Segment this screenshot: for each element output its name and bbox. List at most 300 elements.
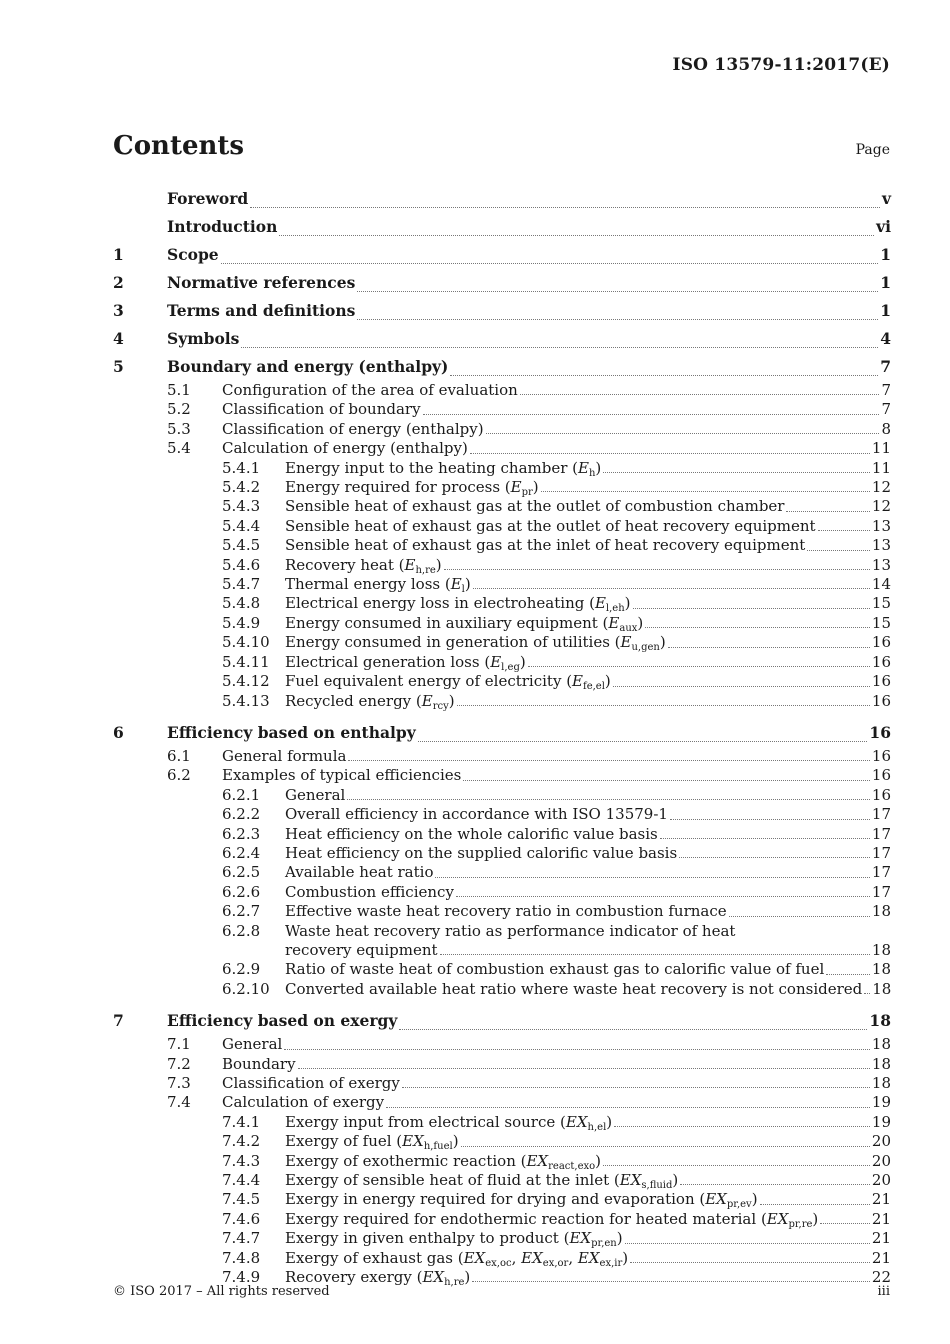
title-tail: ) [519,652,526,671]
toc-entry-page: 16 [871,785,891,804]
symbol: EX [402,1132,424,1151]
toc-entry-number: 6.1 [167,746,191,765]
toc-entry-title-text: Efficiency based on enthalpy [167,722,416,742]
toc-entry-number: 7.4.8 [222,1248,261,1267]
toc-entry[interactable] [113,1132,891,1151]
toc-entry-number: 7.4.3 [222,1151,261,1170]
toc-entry-number: 6.2.2 [222,805,261,824]
toc-entry-page: 12 [871,497,891,516]
dot-leader [679,856,870,858]
toc-entry-page: 18 [871,902,891,921]
symbol: E [510,478,522,497]
toc-entry-title-text: Foreword [167,189,249,208]
toc-entry[interactable] [113,1152,891,1171]
toc-entry[interactable] [113,1249,891,1268]
dot-leader [520,393,880,395]
toc-entry[interactable] [113,439,891,458]
document-id: ISO 13579-11:2017(E) [672,55,890,75]
toc-entry-title-text: Thermal energy loss ( [285,575,451,594]
toc-entry-page: 1 [880,245,891,264]
toc-entry-title[interactable] [285,633,666,652]
toc-entry-number: 5.4.6 [222,555,261,574]
symbol-subscript: l,eh [605,603,625,615]
toc-entry-page: 17 [871,882,891,901]
toc-entry-number: 6.2.6 [222,882,261,901]
toc-entry-number: 7.1 [167,1035,191,1054]
toc-entry-number: 4 [113,329,124,348]
toc-entry-title-text: General [222,1035,283,1054]
toc-entry[interactable] [113,594,891,613]
toc-entry-title[interactable] [285,825,658,844]
toc-entry[interactable] [113,633,891,652]
dot-leader [418,740,868,742]
toc-entry-title-text: Exergy required for endothermic reaction for heated material ( [285,1209,767,1228]
toc-entry-title-text: Terms and definitions [167,301,356,320]
symbol-subscript: u,gen [631,642,660,654]
toc-entry-page: 7 [881,400,891,419]
dot-leader [423,413,880,415]
toc-entry[interactable] [113,497,891,516]
toc-entry-page: 20 [871,1132,891,1151]
symbol: E [608,613,620,632]
title-tail: ) [604,672,611,691]
dot-leader [820,1222,870,1224]
toc-entry[interactable] [113,766,891,785]
dot-leader [440,953,870,955]
dot-leader [528,665,870,667]
symbol-subscript: h [588,467,596,479]
symbol: E [421,691,433,710]
symbol-subscript: s,fluid [641,1180,673,1192]
toc-entry-page: 19 [871,1093,891,1112]
toc-entry[interactable] [113,672,891,691]
toc-entry-number: 6 [113,722,124,742]
toc-entry-page: v [881,189,891,208]
toc-entry-number: 5.1 [167,381,191,399]
toc-entry-title-text: Calculation of energy (enthalpy) [222,439,468,458]
dot-leader [284,1048,870,1050]
toc-entry-title[interactable] [285,459,601,478]
toc-entry-title[interactable] [285,594,631,613]
toc-entry[interactable] [113,1074,891,1093]
toc-entry[interactable] [113,1093,891,1112]
toc-entry-title[interactable] [285,1190,758,1209]
toc-entry[interactable] [113,805,891,824]
toc-entry-title-text: Combustion efficiency [285,882,454,901]
toc-entry-number: 5.4.4 [222,516,261,535]
toc-entry-title[interactable] [285,863,433,882]
toc-entry-title[interactable] [222,439,468,458]
toc-entry[interactable] [113,719,891,747]
toc-entry-number: 7.4.4 [222,1171,261,1190]
symbol-subscript: l,eg [501,661,520,673]
toc-entry-title-text: Efficiency based on exergy [167,1011,398,1031]
dot-leader [241,346,878,348]
footer-page-number: iii [877,1284,890,1299]
toc-entry-title-text: Fuel equivalent energy of electricity ( [285,672,573,691]
toc-entry-number: 7.3 [167,1074,191,1092]
title-tail: ) [637,613,644,632]
toc-entry-title-text: Sensible heat of exhaust gas at the inlet of heat recovery equipment [285,536,806,555]
toc-entry-number: 5.4.9 [222,613,261,632]
symbol-subscript: aux [619,622,638,634]
toc-entry-title[interactable] [285,960,824,979]
toc-entry-number: 5.4.10 [222,633,270,652]
toc-entry-title[interactable] [285,1171,678,1190]
toc-entry[interactable] [113,825,891,844]
toc-entry-number: 5.4.11 [222,652,270,671]
symbol-subscript: pr,ev [726,1199,752,1211]
toc-entry[interactable] [113,883,891,902]
toc-entry-title-text: Energy input to the heating chamber ( [285,458,579,477]
page-column-label: Page [855,142,890,158]
toc-entry-title[interactable] [222,381,518,400]
toc-entry-title-text: Exergy of fuel ( [285,1132,403,1151]
dot-leader [357,290,878,292]
toc-entry-title[interactable] [285,692,455,711]
toc-entry-title-text: Heat efficiency on the whole calorific value basis [285,824,658,843]
toc-entry-page: 18 [871,1035,891,1054]
toc-entry-title[interactable] [167,269,355,297]
toc-entry[interactable] [113,517,891,536]
toc-entry-page: 16 [869,722,891,742]
dot-leader [450,374,878,376]
toc-entry[interactable] [113,614,891,633]
dot-leader [357,318,878,320]
toc-entry[interactable] [113,960,891,979]
title-tail: ) [464,575,471,594]
toc-entry-title-text: Available heat ratio [285,863,434,882]
toc-entry-number: 7 [113,1011,124,1031]
toc-entry-title-text: Effective waste heat recovery ratio in combustion furnace [285,902,727,921]
toc-entry-title-text: Converted available heat ratio where waste heat recovery is not considered [285,979,863,998]
toc-entry-page: 12 [871,478,891,497]
toc-entry[interactable] [113,980,891,999]
toc-entry-title[interactable] [285,614,643,633]
footer-copyright: © ISO 2017 – All rights reserved [113,1284,330,1299]
toc-entry-title-text: Exergy of exhaust gas ( [285,1248,464,1267]
toc-entry-title[interactable] [222,1093,384,1112]
dot-leader [625,1242,870,1244]
toc-entry-title-text: Examples of typical efficiencies [222,766,462,785]
dot-leader [298,1067,870,1069]
toc-entry-page: 18 [871,960,891,979]
toc-entry-title[interactable] [285,536,805,555]
toc-entry-page: 13 [871,516,891,535]
toc-entry-page: 19 [871,1112,891,1131]
dot-leader [221,262,879,264]
dot-leader [633,607,870,609]
toc-entry-title[interactable] [167,1007,397,1035]
toc-entry-number: 5.4.12 [222,672,270,691]
toc-entry-title-text: Overall efficiency in accordance with ISO 13579-1 [285,805,668,824]
toc-entry-title-text: Ratio of waste heat of combustion exhaust gas to calorific value of fuel [285,960,825,979]
toc-entry-title-text: Sensible heat of exhaust gas at the outlet of heat recovery equipment [285,516,816,535]
toc-entry[interactable] [113,478,891,497]
toc-entry-title[interactable] [285,902,727,921]
toc-entry[interactable] [113,536,891,555]
toc-entry-title[interactable] [285,1249,628,1268]
toc-entry-page: 22 [871,1268,891,1287]
toc-entry-title[interactable] [285,1132,459,1151]
toc-entry-title-text: Recycled energy ( [285,691,422,710]
toc-entry-page: 13 [871,555,891,574]
toc-entry-title[interactable] [222,1055,296,1074]
toc-entry[interactable] [113,922,891,941]
symbol: E [620,633,632,652]
toc-entry-title[interactable] [167,353,448,381]
toc-entry-title-text: Boundary and energy (enthalpy) [167,357,449,376]
symbol-subscript: pr,re [788,1218,813,1230]
toc-entry-title-text: Boundary [222,1054,296,1073]
toc-entry-title[interactable] [222,1074,400,1093]
toc-entry-title-text: Exergy of sensible heat of fluid at the inlet ( [285,1171,620,1190]
dot-leader [473,587,870,589]
dot-leader [630,1261,870,1263]
symbol: E [490,652,502,671]
toc-entry[interactable] [113,241,891,269]
symbol: EX [463,1248,486,1267]
symbol: E [578,458,589,477]
toc-entry-page: 14 [871,575,891,594]
toc-entry[interactable] [113,747,891,766]
toc-entry-page: 20 [871,1151,891,1170]
title-tail: ) [606,1112,613,1131]
toc-entry[interactable] [113,297,891,325]
toc-entry-title-text: Scope [167,245,219,264]
toc-entry-title[interactable] [167,185,248,213]
toc-entry-title[interactable] [285,1210,818,1229]
toc-entry-number: 5.4.3 [222,497,261,516]
symbol: E [450,575,462,594]
toc-entry-title-text: Recovery heat ( [285,555,405,574]
toc-entry-title-text: Energy required for process ( [285,478,511,497]
toc-entry[interactable] [113,1055,891,1074]
toc-entry[interactable] [113,325,891,353]
toc-entry-number: 7.4.7 [222,1229,261,1248]
toc-entry-title-text: Recovery exergy ( [285,1268,423,1287]
title-tail: , [511,1248,522,1267]
toc-entry-title[interactable] [285,672,611,691]
dot-leader [826,973,870,975]
title-tail: ) [812,1209,819,1228]
toc-entry-page: 4 [880,329,891,348]
title-tail: ) [659,633,666,652]
toc-entry-page: 18 [869,1011,891,1031]
toc-entry[interactable] [113,185,891,213]
toc-entry-title[interactable] [222,766,461,785]
toc-entry-page: 16 [871,746,891,765]
toc-entry[interactable] [113,1229,891,1248]
toc-entry-title[interactable] [167,241,219,269]
toc-entry-page: 21 [871,1229,891,1248]
symbol: E [572,672,583,691]
toc-entry-number: 3 [113,301,124,320]
title-tail: ) [624,594,631,613]
toc-entry-title[interactable] [285,653,526,672]
toc-entry-page: 11 [871,439,891,458]
toc-entry[interactable] [113,786,891,805]
toc-entry[interactable] [113,902,891,921]
toc-entry-page: 1 [880,273,891,292]
symbol: EX [619,1171,642,1190]
dot-leader [668,646,870,648]
symbol-subscript: ex,or [542,1257,569,1269]
toc-entry-title[interactable] [285,805,668,824]
toc-entry-title[interactable] [285,517,816,536]
dot-leader [670,818,870,820]
toc-entry-number: 7.4.2 [222,1132,261,1151]
toc-entry[interactable] [113,1113,891,1132]
symbol-subscript: rcy [432,700,449,712]
toc-entry-number: 5.4.7 [222,575,261,594]
toc-entry-number: 7.4 [167,1093,191,1112]
toc-entry-title[interactable] [285,1113,612,1132]
toc-entry-continuation[interactable] [113,941,891,960]
toc-entry-number: 5.4 [167,439,191,458]
toc-entry-title-text: Calculation of exergy [222,1093,385,1112]
toc-entry-number: 2 [113,273,124,292]
toc-entry-title[interactable] [222,1035,282,1054]
toc-entry-page: 1 [880,301,891,320]
toc-entry-title[interactable] [222,400,421,419]
dot-leader [472,1280,870,1282]
symbol: EX [521,1248,543,1267]
dot-leader [807,549,870,551]
dot-leader [402,1086,870,1088]
toc-entry-page: 16 [871,672,891,691]
toc-entry-title-text: Normative references [167,273,356,292]
toc-entry-title-text: Classification of energy (enthalpy) [222,419,484,438]
toc-entry-page: 16 [871,652,891,671]
toc-entry-title[interactable] [167,325,239,353]
toc-entry-title[interactable] [285,883,454,902]
symbol-subscript: l [461,584,465,596]
toc-entry[interactable] [113,269,891,297]
symbol-subscript: h,re [415,564,436,576]
symbol: E [404,555,416,574]
toc-entry[interactable] [113,653,891,672]
toc-entry-title-text: Symbols [167,329,240,348]
dot-leader [348,759,869,761]
symbol-subscript: fe,el [583,681,605,693]
symbol-subscript: ex,oc [485,1257,512,1269]
toc-entry[interactable] [113,420,891,439]
dot-leader [818,529,870,531]
toc-entry-number: 5.2 [167,400,191,419]
toc-entry-title[interactable] [285,575,471,594]
toc-entry-number: 1 [113,245,124,264]
dot-leader [463,779,870,781]
toc-entry-title[interactable] [285,922,735,941]
dot-leader [613,685,870,687]
toc-entry-title[interactable] [285,556,442,575]
symbol-subscript: h,fuel [423,1141,453,1153]
toc-entry-title[interactable] [167,719,416,747]
toc-entry[interactable] [113,459,891,478]
toc-entry[interactable] [113,863,891,882]
toc-entry-title[interactable] [285,497,784,516]
toc-entry[interactable] [113,575,891,594]
toc-entry-number: 6.2.5 [222,863,261,882]
toc-entry-number: 7.4.9 [222,1268,261,1287]
symbol: EX [705,1190,727,1209]
toc-entry-title-text: Classification of exergy [222,1074,400,1092]
toc-entry-page: 18 [871,1074,891,1092]
toc-entry-title[interactable] [222,747,346,766]
dot-leader [470,452,870,454]
dot-leader [435,876,869,878]
toc-entry-number: 6.2.3 [222,824,261,843]
dot-leader [279,234,874,236]
toc-entry-title[interactable] [285,786,345,805]
dot-leader [603,471,870,473]
toc-entry-title-text: Energy consumed in generation of utilities ( [285,633,621,652]
toc-entry-page: 16 [871,766,891,785]
symbol: EX [577,1248,600,1267]
toc-entry-page: 21 [871,1248,891,1267]
toc-entry-title[interactable] [285,980,862,999]
toc-entry-title[interactable] [285,1152,601,1171]
toc-entry-page: 15 [871,613,891,632]
toc-entry-title[interactable] [222,420,484,439]
dot-leader [760,1203,870,1205]
table-of-contents [113,185,891,1287]
toc-entry[interactable] [113,692,891,711]
dot-leader [399,1028,867,1030]
toc-entry[interactable] [113,556,891,575]
dot-leader [541,490,870,492]
toc-entry-number: 6.2.7 [222,902,261,921]
toc-entry-title[interactable] [285,1229,623,1248]
toc-entry[interactable] [113,1035,891,1054]
toc-entry-page: 11 [871,458,891,477]
title-tail: ) [595,458,602,477]
toc-entry-title-text: Energy consumed in auxiliary equipment ( [285,613,609,632]
dot-leader [386,1106,870,1108]
dot-leader [457,704,870,706]
toc-entry-page: 7 [880,357,891,376]
toc-entry-title[interactable] [285,844,677,863]
toc-entry[interactable] [113,1190,891,1209]
toc-entry[interactable] [113,353,891,381]
toc-entry[interactable] [113,844,891,863]
toc-entry[interactable] [113,1210,891,1229]
toc-entry-title[interactable] [285,478,539,497]
symbol: EX [422,1268,445,1287]
title-tail: ) [452,1132,459,1151]
dot-leader [461,1145,870,1147]
toc-entry-title[interactable] [167,213,277,241]
toc-entry-page: 16 [871,633,891,652]
toc-entry[interactable] [113,1007,891,1035]
toc-entry-number: 6.2.4 [222,843,261,862]
toc-entry-number: 6.2.9 [222,960,261,979]
toc-entry[interactable] [113,381,891,400]
title-tail: ) [435,555,442,574]
toc-entry-title[interactable] [167,297,355,325]
dot-leader [250,206,880,208]
toc-entry[interactable] [113,1171,891,1190]
toc-entry-number: 6.2.10 [222,979,270,998]
toc-entry-page: 16 [871,691,891,710]
toc-entry[interactable] [113,400,891,419]
toc-entry[interactable] [113,213,891,241]
toc-entry-title-text: Sensible heat of exhaust gas at the outlet of combustion chamber [285,497,785,516]
title-tail: ) [616,1229,623,1248]
toc-entry-page: 20 [871,1171,891,1190]
title-tail: ) [672,1171,679,1190]
